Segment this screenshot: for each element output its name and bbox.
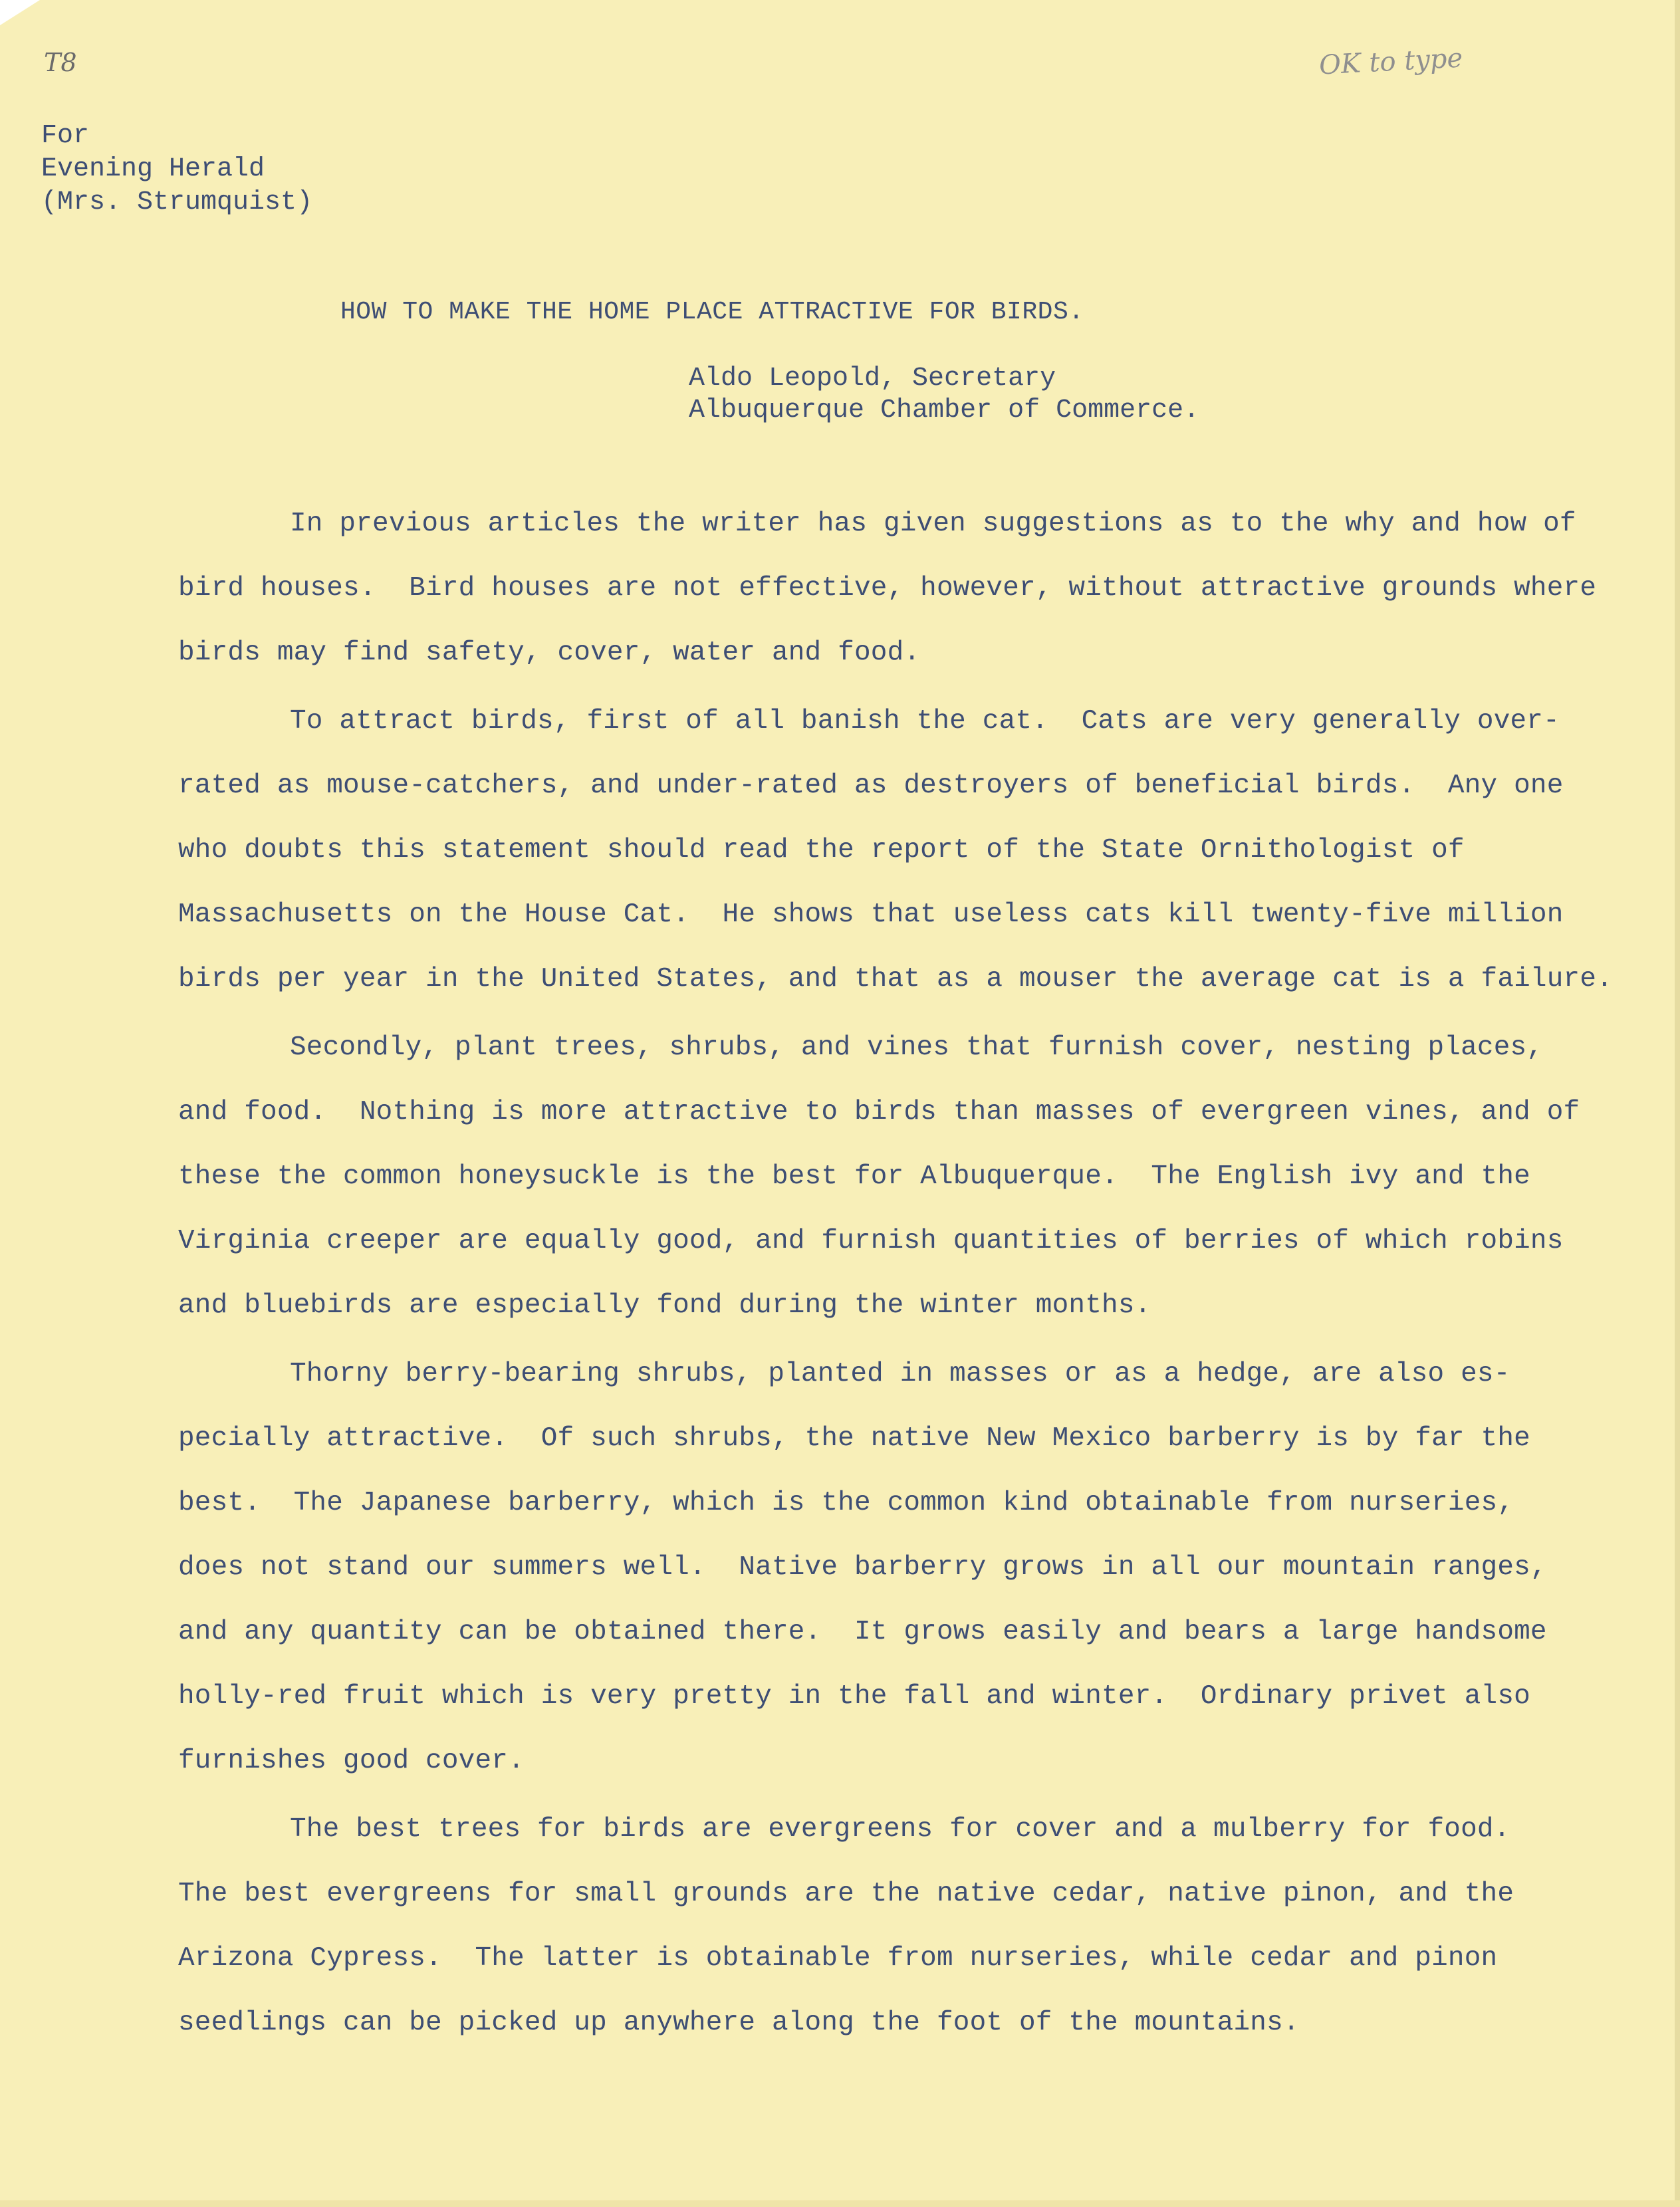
paragraph [178, 492, 1641, 685]
text-line: and any quantity can be obtained there. It grows easily and bears a large handsome [178, 1617, 1547, 1647]
text-line: Virginia creeper are equally good, and furnish quantities of berries of which robins [178, 1226, 1564, 1256]
text-line: does not stand our summers well. Native barberry grows in all our mountain ranges, [178, 1552, 1547, 1583]
article-title: HOW TO MAKE THE HOME PLACE ATTRACTIVE FOR BIRDS. [340, 298, 1084, 326]
author-block [689, 363, 1199, 427]
routing-line-recipient: (Mrs. Strumquist) [41, 187, 313, 217]
text-line: and bluebirds are especially fond during the winter months. [178, 1290, 1151, 1321]
text-line: The best trees for birds are evergreens for cover and a mulberry for food. [290, 1814, 1510, 1845]
text-line: seedlings can be picked up anywhere along the foot of the mountains. [178, 2008, 1300, 2038]
routing-block [41, 120, 312, 219]
text-line: birds may find safety, cover, water and food. [178, 638, 921, 668]
page-edge-right [1675, 0, 1680, 2207]
author-organization: Albuquerque Chamber of Commerce. [689, 396, 1200, 425]
paragraph [178, 689, 1641, 1012]
page-edge-bottom [0, 2200, 1680, 2207]
page-number: T8 [44, 48, 77, 77]
text-line: who doubts this statement should read the report of the State Ornithologist of [178, 835, 1465, 866]
handwritten-note: OK to type [1318, 43, 1464, 81]
author-name: Aldo Leopold, Secretary [689, 364, 1056, 394]
text-line: bird houses. Bird houses are not effective, however, without attractive grounds where [178, 573, 1597, 604]
text-line: Secondly, plant trees, shrubs, and vines that furnish cover, nesting places, [290, 1032, 1544, 1063]
text-line: pecially attractive. Of such shrubs, the native New Mexico barberry is by far the [178, 1423, 1530, 1454]
routing-line-for: For [41, 121, 90, 151]
article-body [178, 492, 1641, 2055]
text-line: The best evergreens for small grounds are the native cedar, native pinon, and the [178, 1879, 1514, 1909]
text-line: birds per year in the United States, and that as a mouser the average cat is a failure. [178, 964, 1613, 994]
routing-line-newspaper: Evening Herald [41, 154, 265, 184]
paragraph [178, 1342, 1641, 1794]
text-line: and food. Nothing is more attractive to birds than masses of evergreen vines, and of [178, 1097, 1580, 1127]
text-line: Arizona Cypress. The latter is obtainable from nurseries, while cedar and pinon [178, 1943, 1498, 1974]
text-line: furnishes good cover. [178, 1746, 525, 1776]
text-line: Thorny berry-bearing shrubs, planted in masses or as a hedge, are also es- [290, 1359, 1510, 1389]
text-line: holly-red fruit which is very pretty in the fall and winter. Ordinary privet also [178, 1681, 1530, 1712]
paragraph [178, 1798, 1641, 2055]
torn-corner [0, 0, 40, 25]
text-line: To attract birds, first of all banish the cat. Cats are very generally over- [290, 706, 1560, 737]
text-line: these the common honeysuckle is the best for Albuquerque. The English ivy and the [178, 1161, 1530, 1192]
text-line: best. The Japanese barberry, which is the common kind obtainable from nurseries, [178, 1488, 1514, 1518]
paragraph [178, 1016, 1641, 1338]
text-line: In previous articles the writer has given suggestions as to the why and how of [290, 509, 1576, 539]
text-line: rated as mouse-catchers, and under-rated as destroyers of beneficial birds. Any one [178, 770, 1564, 801]
text-line: Massachusetts on the House Cat. He shows that useless cats kill twenty-five million [178, 899, 1564, 930]
